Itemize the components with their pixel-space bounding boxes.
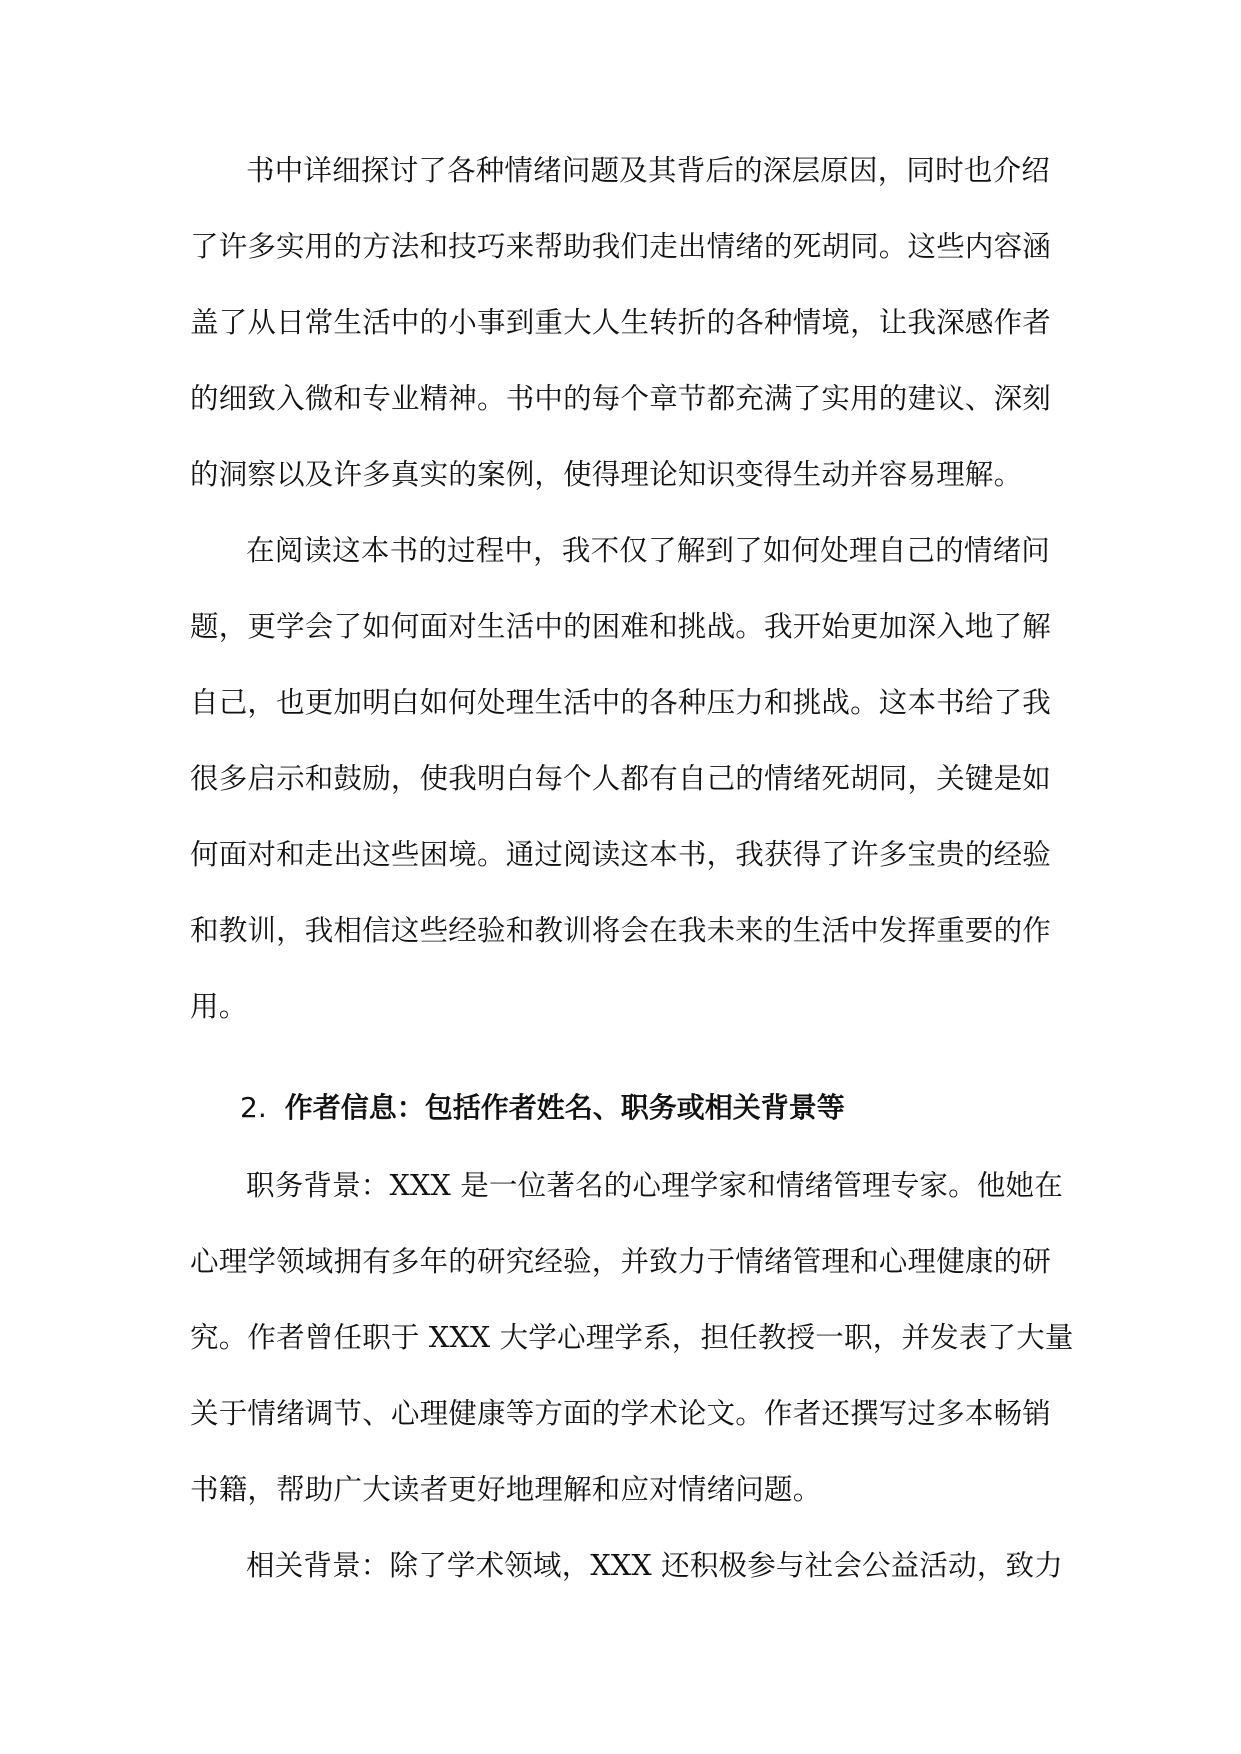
section-number: 2. [240, 1091, 267, 1124]
paragraph-1-line-3: 盖了从日常生活中的小事到重大人生转折的各种情境，让我深感作者 [190, 306, 1052, 339]
paragraph-2-line-6: 和教训，我相信这些经验和教训将会在我未来的生活中发挥重要的作 [190, 914, 1052, 947]
paragraph-2-line-4: 很多启示和鼓励，使我明白每个人都有自己的情绪死胡同，关键是如 [190, 762, 1052, 795]
section-title: 作者信息：包括作者姓名、职务或相关背景等 [284, 1091, 845, 1124]
paragraph-3-line-4: 关于情绪调节、心理健康等方面的学术论文。作者还撰写过多本畅销 [190, 1397, 1052, 1430]
paragraph-4-line-1: 相关背景：除了学术领域，XXX 还积极参与社会公益活动，致力 [246, 1549, 1063, 1582]
paragraph-1-line-5: 的洞察以及许多真实的案例，使得理论知识变得生动并容易理解。 [190, 458, 1023, 491]
paragraph-2-line-1: 在阅读这本书的过程中，我不仅了解到了如何处理自己的情绪问 [246, 534, 1050, 567]
paragraph-2-line-2: 题，更学会了如何面对生活中的困难和挑战。我开始更加深入地了解 [190, 610, 1052, 643]
paragraph-2-line-7: 用。 [190, 990, 248, 1023]
paragraph-3-line-3: 究。作者曾任职于 XXX 大学心理学系，担任教授一职，并发表了大量 [190, 1321, 1074, 1354]
paragraph-1-line-2: 了许多实用的方法和技巧来帮助我们走出情绪的死胡同。这些内容涵 [190, 230, 1052, 263]
paragraph-3-line-1: 职务背景：XXX 是一位著名的心理学家和情绪管理专家。他她在 [246, 1169, 1063, 1202]
paragraph-1-line-4: 的细致入微和专业精神。书中的每个章节都充满了实用的建议、深刻 [190, 382, 1052, 415]
paragraph-3-line-2: 心理学领域拥有多年的研究经验，并致力于情绪管理和心理健康的研 [190, 1245, 1052, 1278]
paragraph-1-line-1: 书中详细探讨了各种情绪问题及其背后的深层原因，同时也介绍 [246, 154, 1050, 187]
section-heading [240, 1088, 845, 1128]
paragraph-2-line-3: 自己，也更加明白如何处理生活中的各种压力和挑战。这本书给了我 [190, 686, 1052, 719]
paragraph-2-line-5: 何面对和走出这些困境。通过阅读这本书，我获得了许多宝贵的经验 [190, 838, 1052, 871]
paragraph-3-line-5: 书籍，帮助广大读者更好地理解和应对情绪问题。 [190, 1473, 822, 1506]
